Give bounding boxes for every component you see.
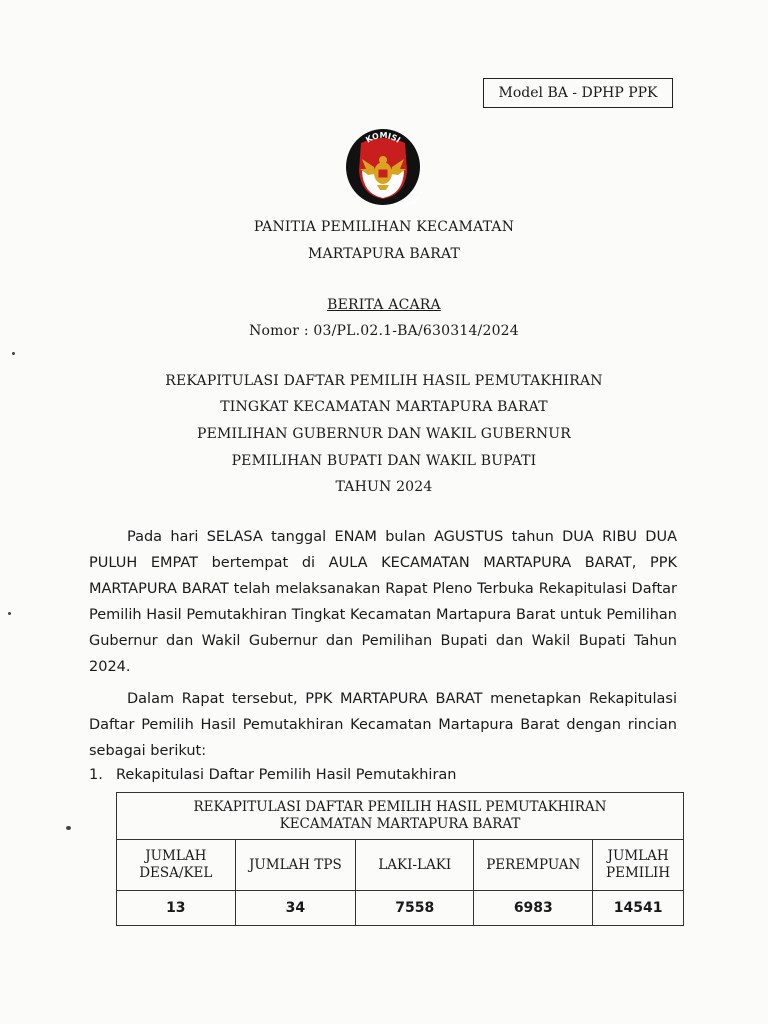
table-title-line-2: KECAMATAN MARTAPURA BARAT — [279, 816, 521, 832]
value-desa: 13 — [117, 891, 236, 926]
subject-line-1: REKAPITULASI DAFTAR PEMILIH HASIL PEMUTAKHIRAN — [165, 373, 603, 389]
header-desa — [117, 840, 236, 891]
recap-table — [116, 792, 684, 926]
value-laki: 7558 — [356, 891, 474, 926]
value-tps: 34 — [235, 891, 355, 926]
header-tps: JUMLAH TPS — [235, 840, 355, 891]
header-perempuan: PEREMPUAN — [474, 840, 593, 891]
kpu-logo-icon — [344, 127, 422, 207]
body-paragraph-1: Pada hari SELASA tanggal ENAM bulan AGUSTUS tahun DUA RIBU DUA PULUH EMPAT bertempat di AULA KECAMATAN MARTAPURA BARAT, PPK MARTAPURA BARAT telah melaksanakan Rapat Pleno Terbuka Rekapitulasi Daftar Pemilih Hasil Pemutakhiran Tingkat Kecamatan Martapura Barat untuk Pemilihan Gubernur dan Wakil Gubernur dan Pemilihan Bupati dan Wakil Bupati Tahun 2024. — [89, 529, 677, 675]
header-laki: LAKI-LAKI — [356, 840, 474, 891]
subject-line-4: PEMILIHAN BUPATI DAN WAKIL BUPATI — [231, 453, 537, 469]
logo-side-text: UMUM — [398, 193, 422, 207]
subject-year: TAHUN 2024 — [335, 479, 433, 495]
doc-number: Nomor : 03/PL.02.1-BA/630314/2024 — [249, 323, 519, 339]
header-pemilih-line-2: PEMILIH — [606, 865, 671, 881]
logo-top-text: KOMISI — [364, 130, 403, 145]
header-pemilih — [593, 840, 684, 891]
scan-speck — [8, 612, 11, 615]
table-title-row — [117, 793, 684, 840]
scan-speck — [66, 826, 71, 830]
body-paragraph-2: Dalam Rapat tersebut, PPK MARTAPURA BARAT menetapkan Rekapitulasi Daftar Pemilih Hasil Pemutakhiran Kecamatan Martapura Barat dengan rincian sebagai berikut: — [89, 691, 677, 759]
header-district: MARTAPURA BARAT — [307, 246, 461, 262]
doc-title-text: BERITA ACARA — [327, 297, 441, 313]
header-desa-line-2: DESA/KEL — [139, 865, 213, 881]
doc-title — [0, 297, 768, 313]
value-pemilih: 14541 — [593, 891, 684, 926]
header-desa-line-1: JUMLAH — [145, 848, 207, 864]
list-item-label: Rekapitulasi Daftar Pemilih Hasil Pemutakhiran — [116, 767, 457, 783]
subject-line-2: TINGKAT KECAMATAN MARTAPURA BARAT — [220, 399, 548, 415]
table-row — [117, 891, 684, 926]
list-item-1 — [89, 762, 679, 788]
value-perempuan: 6983 — [474, 891, 593, 926]
model-label: Model BA - DPHP PPK — [498, 85, 658, 101]
table-title — [117, 793, 684, 840]
subject-line-3: PEMILIHAN GUBERNUR DAN WAKIL GUBERNUR — [196, 426, 572, 442]
scan-speck — [12, 352, 15, 355]
header-pemilih-line-1: JUMLAH — [607, 848, 669, 864]
table-title-line-1: REKAPITULASI DAFTAR PEMILIH HASIL PEMUTAKHIRAN — [193, 799, 607, 815]
list-item-number: 1. — [89, 767, 103, 783]
model-label-box — [483, 78, 673, 108]
header-committee: PANITIA PEMILIHAN KECAMATAN — [253, 219, 515, 235]
table-header-row — [117, 840, 684, 891]
